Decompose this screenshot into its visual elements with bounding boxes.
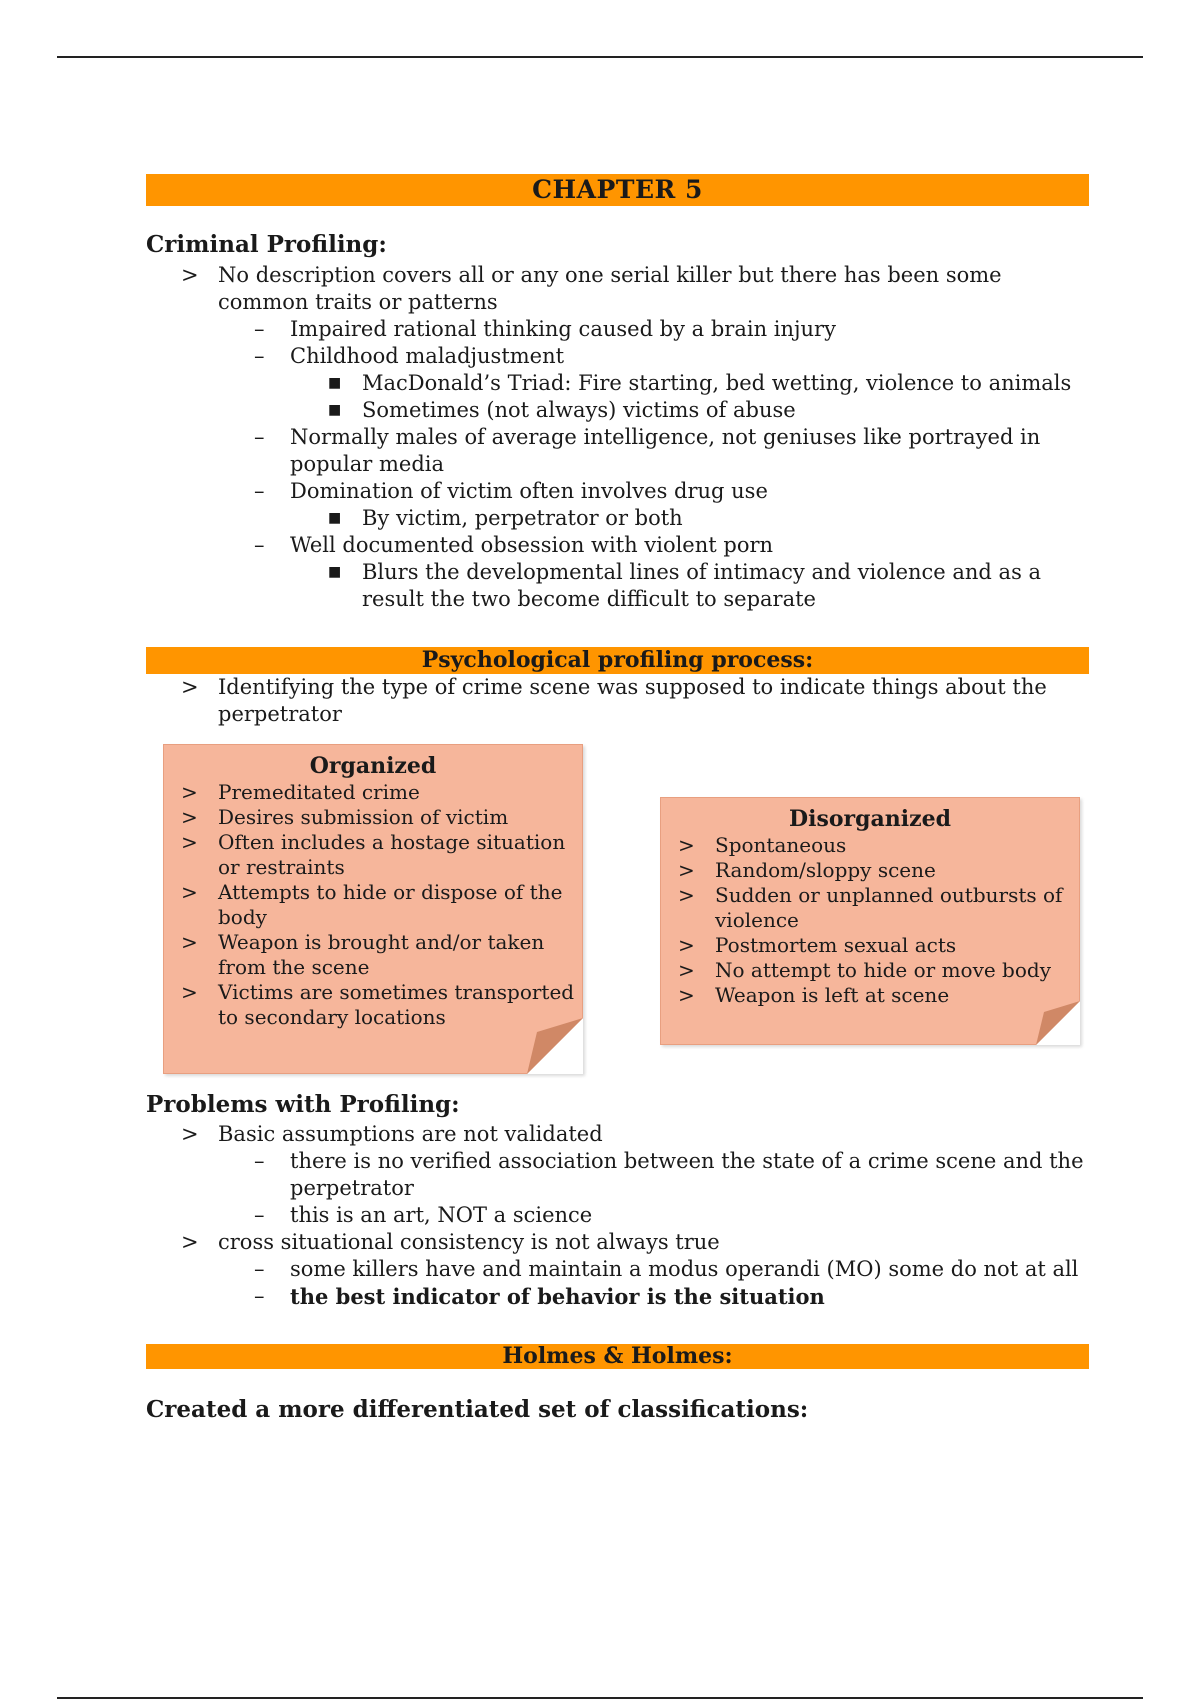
disorganized-note: [660, 797, 1080, 1045]
arrow-marker-icon: >: [181, 830, 198, 854]
problem-sub-text: some killers have and maintain a modus operandi (MO) some do not at all: [290, 1257, 1079, 1281]
dash-marker-icon: –: [254, 533, 265, 557]
criminal-profiling-list: [146, 262, 1096, 613]
problem-sub-text: there is no verified association between the state of a crime scene and the perpetrator: [290, 1149, 1084, 1200]
arrow-marker-icon: >: [678, 858, 695, 882]
disorganized-item-text: No attempt to hide or move body: [715, 958, 1052, 982]
arrow-marker-icon: >: [181, 780, 198, 804]
arrow-marker-icon: >: [181, 930, 198, 954]
organized-title: Organized: [309, 753, 437, 779]
bottom-rule: [57, 1697, 1143, 1699]
organized-item-text: Premeditated crime: [218, 780, 420, 804]
holmes-subheading: Created a more differentiated set of classifications:: [146, 1396, 809, 1423]
problems-heading: Problems with Profiling:: [146, 1091, 460, 1118]
list-item: [146, 478, 1096, 532]
list-item: [146, 1121, 1096, 1229]
arrow-marker-icon: >: [678, 883, 695, 907]
list-item: [146, 505, 1096, 532]
psych-process-banner: [146, 647, 1089, 674]
disorganized-item-text: Random/sloppy scene: [715, 858, 936, 882]
list-item: [146, 1202, 1096, 1229]
organized-item-text: Often includes a hostage situation or restraints: [218, 830, 566, 879]
list-item: [146, 532, 1096, 613]
list-item: [146, 674, 1096, 728]
list-item: [146, 1229, 1096, 1311]
trait-text: Childhood maladjustment: [290, 344, 565, 368]
disorganized-item-text: Sudden or unplanned outbursts of violence: [715, 883, 1063, 932]
dash-marker-icon: –: [254, 425, 265, 449]
psych-process-heading: Psychological profiling process:: [421, 647, 814, 673]
arrow-marker-icon: >: [181, 805, 198, 829]
problem-text: cross situational consistency is not always true: [218, 1230, 720, 1254]
list-item: [661, 933, 1079, 958]
organized-item-text: Attempts to hide or dispose of the body: [218, 880, 563, 929]
list-item: [146, 559, 1096, 613]
psych-process-list: [146, 674, 1096, 728]
square-bullet-icon: ■: [328, 375, 342, 391]
chapter-title: CHAPTER 5: [532, 175, 703, 204]
list-item: [146, 1256, 1096, 1283]
dash-marker-icon: –: [254, 344, 265, 368]
list-item: [164, 830, 582, 880]
list-item: [146, 1283, 1096, 1311]
arrow-marker-icon: >: [678, 833, 695, 857]
list-item: [146, 316, 1096, 343]
disorganized-item-text: Spontaneous: [715, 833, 847, 857]
list-item: [146, 1148, 1096, 1202]
arrow-marker-icon: >: [181, 880, 198, 904]
problem-text: Basic assumptions are not validated: [218, 1122, 603, 1146]
square-bullet-icon: ■: [328, 402, 342, 418]
list-item: [146, 397, 1096, 424]
psych-intro-text: Identifying the type of crime scene was supposed to indicate things about the perpetrator: [218, 675, 1047, 726]
dash-marker-icon: –: [254, 1149, 265, 1173]
criminal-profiling-heading: Criminal Profiling:: [146, 231, 387, 258]
disorganized-item-text: Weapon is left at scene: [715, 983, 950, 1007]
list-item: [164, 980, 582, 1030]
list-item: [661, 883, 1079, 933]
page-curl-icon: [527, 1018, 583, 1074]
chapter-banner: [146, 174, 1089, 206]
trait-text: Impaired rational thinking caused by a brain injury: [290, 317, 836, 341]
square-bullet-icon: ■: [328, 510, 342, 526]
arrow-marker-icon: >: [678, 983, 695, 1007]
list-item: [146, 424, 1096, 478]
list-item: [164, 930, 582, 980]
organized-item-text: Weapon is brought and/or taken from the scene: [218, 930, 545, 979]
list-item: [661, 858, 1079, 883]
organized-note: [163, 744, 583, 1074]
arrow-marker-icon: >: [181, 675, 199, 699]
disorganized-title: Disorganized: [789, 806, 951, 832]
intro-text: No description covers all or any one serial killer but there has been some common traits or patterns: [218, 263, 1002, 314]
sub-trait-text: Sometimes (not always) victims of abuse: [362, 398, 796, 422]
problems-list: [146, 1121, 1096, 1311]
list-item: [146, 343, 1096, 424]
list-item: [164, 780, 582, 805]
list-item: [661, 958, 1079, 983]
arrow-marker-icon: >: [181, 1230, 199, 1254]
list-item: [146, 262, 1096, 613]
trait-text: Well documented obsession with violent porn: [290, 533, 774, 557]
holmes-heading: Holmes & Holmes:: [502, 1343, 733, 1369]
trait-text: Domination of victim often involves drug use: [290, 479, 768, 503]
problem-sub-text-bold: the best indicator of behavior is the situation: [290, 1284, 825, 1309]
list-item: [164, 880, 582, 930]
holmes-banner: [146, 1344, 1089, 1369]
arrow-marker-icon: >: [181, 980, 198, 1004]
sub-trait-text: Blurs the developmental lines of intimacy and violence and as a result the two become difficult to separate: [362, 560, 1042, 611]
trait-text: Normally males of average intelligence, not geniuses like portrayed in popular media: [290, 425, 1041, 476]
top-rule: [57, 56, 1143, 58]
list-item: [661, 833, 1079, 858]
dash-marker-icon: –: [254, 1257, 265, 1281]
square-bullet-icon: ■: [328, 564, 342, 580]
list-item: [661, 983, 1079, 1008]
sub-trait-text: MacDonald’s Triad: Fire starting, bed wetting, violence to animals: [362, 371, 1072, 395]
arrow-marker-icon: >: [181, 263, 199, 287]
page-curl-icon: [1036, 1001, 1080, 1045]
organized-item-text: Victims are sometimes transported to secondary locations: [218, 980, 575, 1029]
dash-marker-icon: –: [254, 479, 265, 503]
dash-marker-icon: –: [254, 317, 265, 341]
organized-item-text: Desires submission of victim: [218, 805, 509, 829]
list-item: [164, 805, 582, 830]
sub-trait-text: By victim, perpetrator or both: [362, 506, 683, 530]
arrow-marker-icon: >: [181, 1122, 199, 1146]
arrow-marker-icon: >: [678, 933, 695, 957]
list-item: [146, 370, 1096, 397]
dash-marker-icon: –: [254, 1284, 265, 1308]
disorganized-item-text: Postmortem sexual acts: [715, 933, 957, 957]
dash-marker-icon: –: [254, 1203, 265, 1227]
arrow-marker-icon: >: [678, 958, 695, 982]
problem-sub-text: this is an art, NOT a science: [290, 1203, 593, 1227]
